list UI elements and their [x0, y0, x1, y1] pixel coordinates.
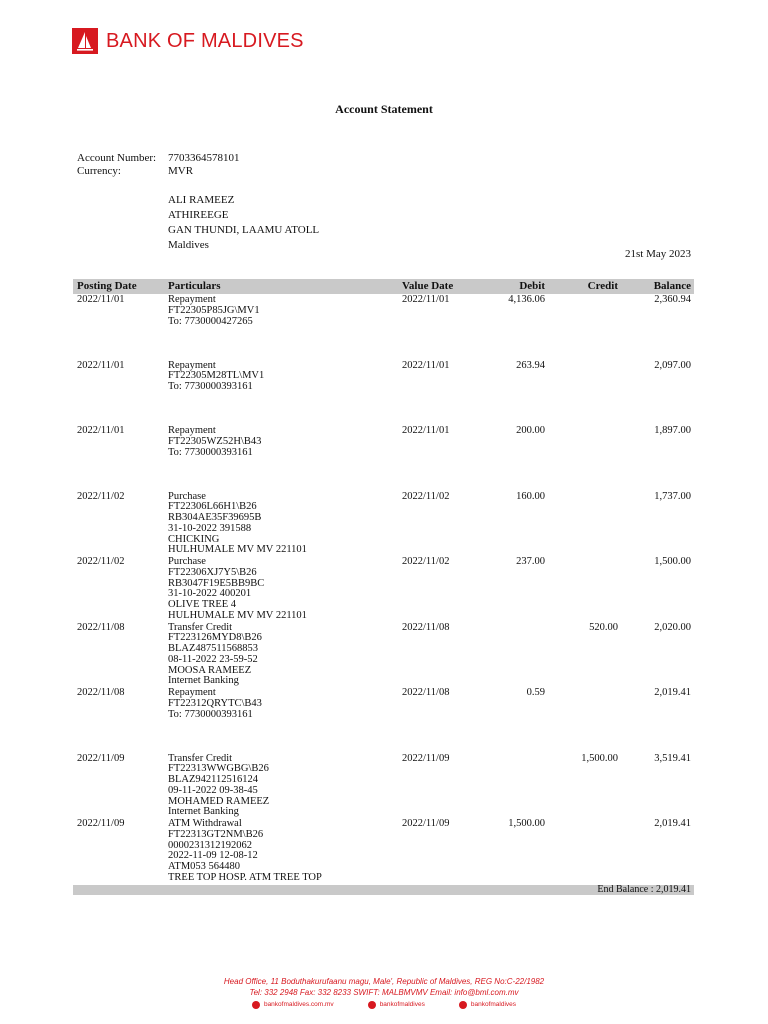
value-date: 2022/11/01: [402, 294, 450, 305]
table-row: [73, 426, 694, 492]
particulars: Purchase FT22306XJ7Y5\B26 RB3047F19E5BB9BC 31-10-2022 400201 OLIVE TREE 4 HULHUMALE MV MV 221101: [168, 556, 307, 621]
header-value-date: Value Date: [402, 280, 454, 292]
value-date: 2022/11/08: [402, 687, 450, 698]
value-date: 2022/11/09: [402, 752, 450, 764]
particulars: Transfer Credit FT22313WWGBG\B26 BLAZ942112516124 09-11-2022 09-38-45 MOHAMED RAMEEZ Internet Banking: [168, 752, 270, 818]
balance: 2,360.94: [654, 294, 691, 305]
customer-name: ALI RAMEEZ: [168, 194, 235, 206]
header-particulars: Particulars: [168, 280, 221, 292]
particulars: Transfer Credit FT223126MYD8\B26 BLAZ487511568853 08-11-2022 23-59-52 MOOSA RAMEEZ Internet Banking: [168, 621, 262, 687]
address-line-1: ATHIREEGE: [168, 209, 229, 221]
table-row: [73, 623, 694, 689]
customer-address: [168, 193, 319, 253]
debit: 160.00: [516, 490, 545, 502]
table-row: [73, 492, 694, 558]
globe-icon: [252, 1001, 260, 1009]
footer-contact: Tel: 332 2948 Fax: 332 8233 SWIFT: MALBMVMV Email: info@bml.com.mv: [249, 988, 519, 997]
social-website[interactable]: [252, 999, 334, 1010]
social-facebook[interactable]: [368, 999, 425, 1010]
bank-logo-icon: [72, 28, 98, 54]
address-country: Maldives: [168, 239, 209, 251]
particulars: Repayment FT22305M28TL\MV1 To: 7730000393161: [168, 359, 265, 393]
particulars: Purchase FT22306L66H1\B26 RB304AE35F39695B 31-10-2022 391588 CHICKING HULHUMALE MV MV 221101: [168, 490, 307, 556]
value-date: 2022/11/01: [402, 359, 450, 371]
table-row: [73, 688, 694, 754]
page-title: Account Statement: [335, 102, 433, 116]
table-header: [73, 279, 694, 294]
header-posting-date: Posting Date: [77, 280, 137, 292]
value-date: 2022/11/02: [402, 490, 450, 502]
posting-date: 2022/11/09: [77, 818, 125, 829]
posting-date: 2022/11/02: [77, 556, 125, 567]
currency-value: MVR: [168, 165, 194, 177]
balance: 2,019.41: [654, 818, 691, 829]
facebook-icon: [368, 1001, 376, 1009]
balance: 3,519.41: [654, 752, 691, 764]
balance: 1,737.00: [654, 490, 691, 502]
footer-address: Head Office, 11 Boduthakurufaanu magu, Male', Republic of Maldives, REG No:C-22/1982: [223, 977, 545, 986]
posting-date: 2022/11/01: [77, 425, 125, 436]
balance: 1,897.00: [654, 425, 691, 436]
posting-date: 2022/11/08: [77, 621, 125, 633]
footer: [0, 976, 768, 1010]
header-credit: Credit: [587, 280, 618, 292]
debit: 0.59: [526, 687, 545, 698]
account-info: [77, 152, 240, 178]
balance: 2,020.00: [654, 621, 691, 633]
particulars: Repayment FT22305WZ52H\B43 To: 7730000393161: [168, 425, 262, 458]
particulars: ATM Withdrawal FT22313GT2NM\B26 0000231312192062 2022-11-09 12-08-12 ATM053 564480 TREE TOP HOSP. ATM TREE TOP: [168, 818, 322, 883]
debit: 263.94: [516, 359, 545, 371]
posting-date: 2022/11/01: [77, 359, 125, 371]
social-facebook-label: bankofmaldives: [379, 1001, 425, 1008]
bank-name: BANK OF MALDIVES: [106, 29, 304, 52]
value-date: 2022/11/08: [402, 621, 450, 633]
particulars: Repayment FT22312QRYTC\B43 To: 7730000393161: [168, 687, 262, 720]
balance: 2,019.41: [654, 687, 691, 698]
footer-social: [0, 999, 768, 1010]
account-number-label: Account Number:: [77, 152, 157, 164]
transactions-table: [73, 295, 694, 885]
address-line-2: GAN THUNDI, LAAMU ATOLL: [168, 224, 320, 236]
credit: 520.00: [589, 621, 618, 633]
end-balance: End Balance : 2,019.41: [597, 884, 691, 895]
table-row: [73, 295, 694, 361]
header-balance: Balance: [653, 280, 691, 292]
table-row: [73, 557, 694, 623]
debit: 237.00: [516, 556, 545, 567]
twitter-icon: [459, 1001, 467, 1009]
account-number: 7703364578101: [168, 152, 240, 164]
balance: 1,500.00: [654, 556, 691, 567]
value-date: 2022/11/09: [402, 818, 450, 829]
posting-date: 2022/11/09: [77, 752, 125, 764]
balance: 2,097.00: [654, 359, 691, 371]
social-website-label: bankofmaldives.com.mv: [263, 1001, 334, 1008]
header-debit: Debit: [519, 280, 545, 292]
posting-date: 2022/11/02: [77, 490, 125, 502]
debit: 4,136.06: [508, 294, 545, 305]
value-date: 2022/11/01: [402, 425, 450, 436]
posting-date: 2022/11/08: [77, 687, 125, 698]
currency-label: Currency:: [77, 165, 121, 177]
social-twitter-label: bankofmaldives: [470, 1001, 517, 1008]
debit: 200.00: [516, 425, 545, 436]
credit: 1,500.00: [581, 752, 618, 764]
social-twitter[interactable]: [459, 999, 516, 1010]
table-row: [73, 819, 694, 885]
debit: 1,500.00: [508, 818, 545, 829]
bank-logo: [72, 28, 304, 54]
particulars: Repayment FT22305P85JG\MV1 To: 7730000427265: [168, 294, 260, 327]
table-row: [73, 754, 694, 820]
statement-date: 21st May 2023: [625, 248, 691, 260]
value-date: 2022/11/02: [402, 556, 450, 567]
posting-date: 2022/11/01: [77, 294, 125, 305]
end-balance-bar: [73, 885, 694, 895]
table-row: [73, 361, 694, 427]
